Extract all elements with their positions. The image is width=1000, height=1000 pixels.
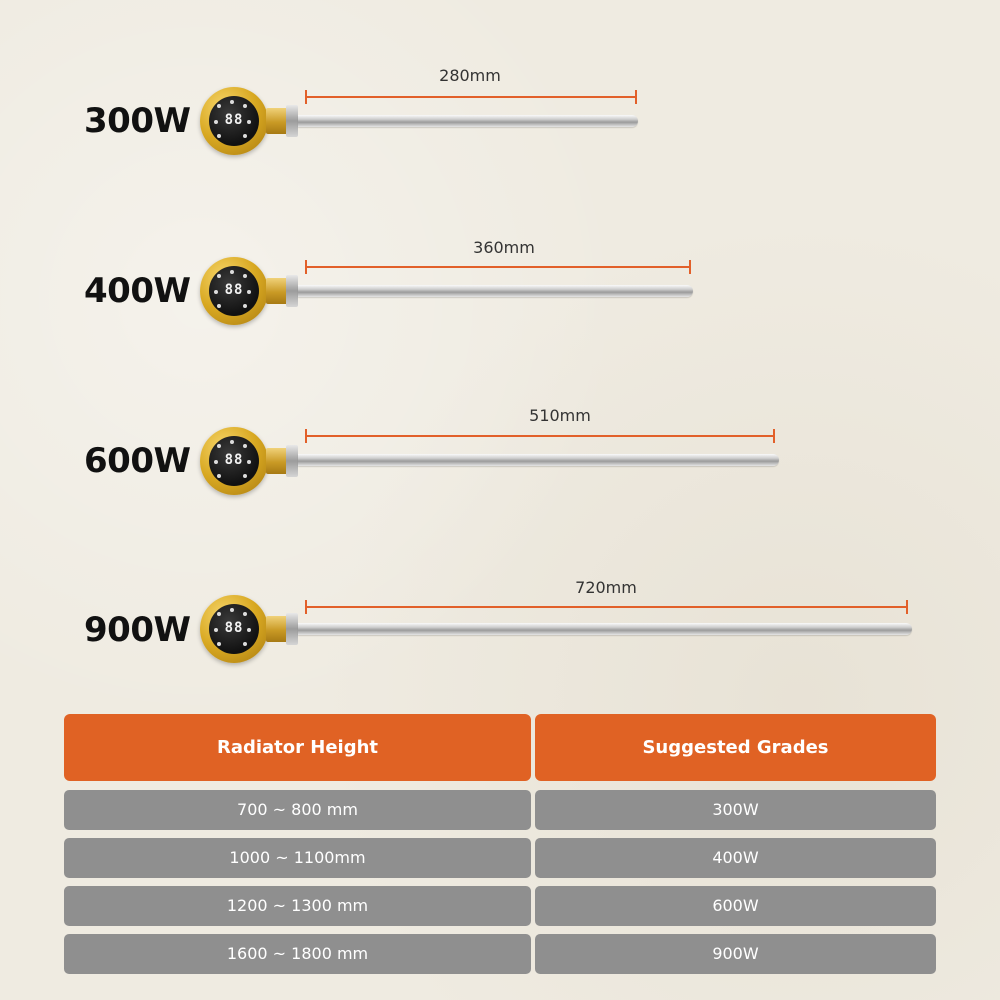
brass-collar bbox=[266, 616, 288, 642]
heating-rod bbox=[298, 623, 912, 635]
display-digits: 88 bbox=[224, 282, 244, 298]
cell-suggested-grade: 300W bbox=[535, 790, 936, 830]
cell-suggested-grade: 400W bbox=[535, 838, 936, 878]
length-label: 510mm bbox=[529, 406, 591, 425]
dimension-line bbox=[305, 260, 691, 274]
control-button-icon bbox=[214, 628, 218, 632]
heating-rod bbox=[298, 285, 693, 297]
header-radiator-height: Radiator Height bbox=[64, 714, 531, 781]
control-button-icon bbox=[230, 270, 234, 274]
control-button-icon bbox=[214, 120, 218, 124]
control-button-icon bbox=[243, 274, 247, 278]
display-face bbox=[209, 604, 259, 654]
cell-radiator-height: 700 ~ 800 mm bbox=[64, 790, 531, 830]
control-button-icon bbox=[214, 290, 218, 294]
heater-row-600w bbox=[0, 406, 1000, 530]
hex-nut bbox=[286, 275, 298, 307]
control-button-icon bbox=[230, 440, 234, 444]
control-button-icon bbox=[230, 100, 234, 104]
control-button-icon bbox=[214, 460, 218, 464]
dimension-line bbox=[305, 600, 908, 614]
control-button-icon bbox=[217, 104, 221, 108]
controller-dial bbox=[200, 87, 268, 155]
display-face bbox=[209, 266, 259, 316]
control-button-icon bbox=[217, 274, 221, 278]
watt-label: 300W bbox=[84, 101, 191, 141]
watt-label: 600W bbox=[84, 441, 191, 481]
brass-collar bbox=[266, 278, 288, 304]
cell-suggested-grade: 600W bbox=[535, 886, 936, 926]
cell-suggested-grade: 900W bbox=[535, 934, 936, 974]
controller-dial bbox=[200, 595, 268, 663]
control-button-icon bbox=[243, 104, 247, 108]
cell-radiator-height: 1000 ~ 1100mm bbox=[64, 838, 531, 878]
control-button-icon bbox=[243, 444, 247, 448]
control-button-icon bbox=[243, 474, 247, 478]
control-button-icon bbox=[247, 460, 251, 464]
hex-nut bbox=[286, 105, 298, 137]
control-button-icon bbox=[247, 290, 251, 294]
control-button-icon bbox=[217, 304, 221, 308]
display-face bbox=[209, 96, 259, 146]
length-label: 720mm bbox=[575, 578, 637, 597]
control-button-icon bbox=[243, 642, 247, 646]
heater-row-300w bbox=[0, 66, 1000, 190]
heating-rod bbox=[298, 115, 638, 127]
brass-collar bbox=[266, 108, 288, 134]
hex-nut bbox=[286, 613, 298, 645]
heater-row-900w bbox=[0, 580, 1000, 700]
controller-dial bbox=[200, 427, 268, 495]
control-button-icon bbox=[217, 642, 221, 646]
heating-rod bbox=[298, 454, 779, 466]
control-button-icon bbox=[217, 474, 221, 478]
header-suggested-grades: Suggested Grades bbox=[535, 714, 936, 781]
control-button-icon bbox=[243, 134, 247, 138]
length-label: 280mm bbox=[439, 66, 501, 85]
control-button-icon bbox=[243, 612, 247, 616]
control-button-icon bbox=[247, 628, 251, 632]
watt-label: 900W bbox=[84, 610, 191, 650]
display-digits: 88 bbox=[224, 620, 244, 636]
control-button-icon bbox=[217, 134, 221, 138]
watt-label: 400W bbox=[84, 271, 191, 311]
cell-radiator-height: 1200 ~ 1300 mm bbox=[64, 886, 531, 926]
control-button-icon bbox=[217, 612, 221, 616]
display-face bbox=[209, 436, 259, 486]
cell-radiator-height: 1600 ~ 1800 mm bbox=[64, 934, 531, 974]
length-label: 360mm bbox=[473, 238, 535, 257]
hex-nut bbox=[286, 445, 298, 477]
dimension-line bbox=[305, 429, 775, 443]
display-digits: 88 bbox=[224, 112, 244, 128]
control-button-icon bbox=[247, 120, 251, 124]
heater-row-400w bbox=[0, 240, 1000, 360]
control-button-icon bbox=[243, 304, 247, 308]
dimension-line bbox=[305, 90, 637, 104]
brass-collar bbox=[266, 448, 288, 474]
control-button-icon bbox=[217, 444, 221, 448]
display-digits: 88 bbox=[224, 452, 244, 468]
control-button-icon bbox=[230, 608, 234, 612]
controller-dial bbox=[200, 257, 268, 325]
